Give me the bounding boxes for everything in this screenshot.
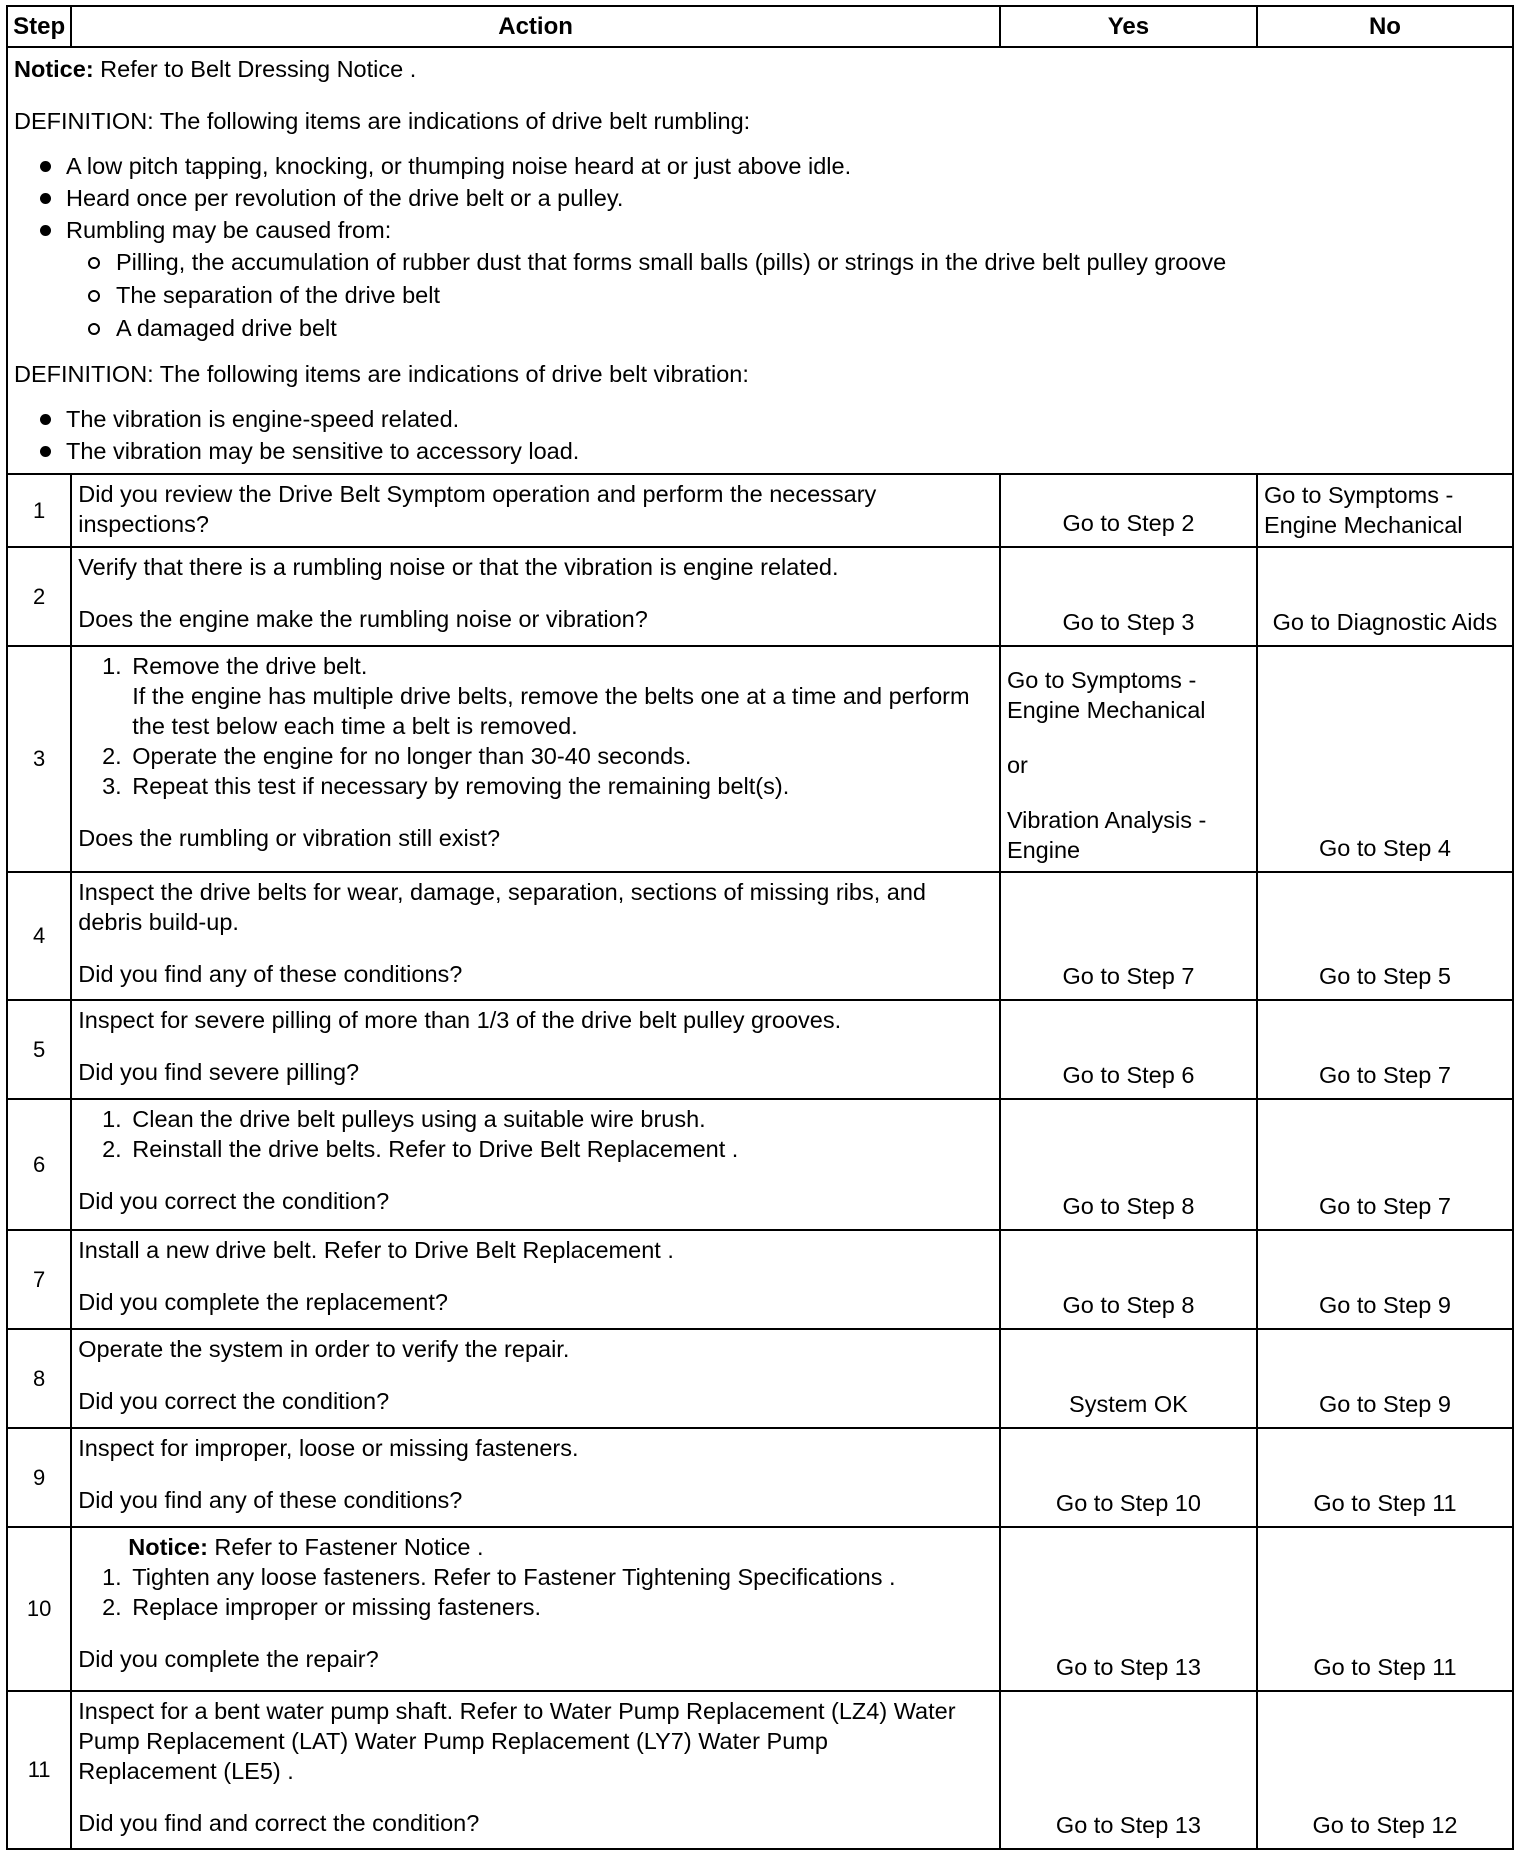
- step-question: Did you complete the repair?: [78, 1646, 379, 1672]
- list-item-text: Rumbling may be caused from:: [66, 217, 392, 243]
- step-no-line: Go to Symptoms -: [1263, 482, 1454, 508]
- step-no: Go to Step 11: [1257, 1428, 1513, 1527]
- step-yes: Go to Step 2: [1000, 474, 1257, 547]
- step-number: 7: [7, 1230, 71, 1329]
- step-number: 6: [7, 1099, 71, 1230]
- step-no: Go to Step 9: [1257, 1230, 1513, 1329]
- list-item: 2. Replace improper or missing fasteners.: [128, 1592, 993, 1622]
- list-item: 2. Reinstall the drive belts. Refer to Drive Belt Replacement .: [128, 1134, 993, 1164]
- list-item: A low pitch tapping, knocking, or thumping noise heard at or just above idle.: [38, 150, 1506, 182]
- list-item: 1. Clean the drive belt pulleys using a suitable wire brush.: [128, 1104, 993, 1134]
- step-no: Go to Step 5: [1257, 872, 1513, 1000]
- step-text: Inspect the drive belts for wear, damage, separation, sections of missing ribs, and debris build-up.: [78, 879, 926, 935]
- step-yes-line: Vibration Analysis -: [1006, 807, 1207, 833]
- step-text: Did you review the Drive Belt Symptom operation and perform the necessary inspections?: [78, 481, 877, 537]
- step-no: Go to Step 7: [1257, 1099, 1513, 1230]
- step-number: 5: [7, 1000, 71, 1099]
- step-number: 3: [7, 646, 71, 872]
- list-item: [128, 651, 993, 741]
- step-question: Did you correct the condition?: [78, 1188, 390, 1214]
- list-item: Pilling, the accumulation of rubber dust that forms small balls (pills) or strings in the drive belt pulley groove: [88, 246, 1506, 279]
- step-action: [71, 1329, 1000, 1428]
- step-yes: [1000, 646, 1257, 872]
- intro-notice: [14, 54, 1506, 84]
- diagnostic-table: [6, 5, 1514, 1850]
- notice-label: Notice:: [14, 56, 94, 82]
- step-question: Did you correct the condition?: [78, 1388, 390, 1414]
- rumbling-list: [14, 150, 1506, 345]
- step-action: [71, 547, 1000, 646]
- notice-text: Refer to Belt Dressing Notice .: [93, 56, 417, 82]
- step-yes: Go to Step 3: [1000, 547, 1257, 646]
- step-number: 4: [7, 872, 71, 1000]
- step-text: Inspect for improper, loose or missing fasteners.: [78, 1435, 579, 1461]
- step-text: Inspect for severe pilling of more than 1/3 of the drive belt pulley grooves.: [78, 1007, 842, 1033]
- step-yes: Go to Step 7: [1000, 872, 1257, 1000]
- step-question: Does the engine make the rumbling noise or vibration?: [78, 606, 648, 632]
- list-item: The separation of the drive belt: [88, 279, 1506, 312]
- definition-rumbling: DEFINITION: The following items are indications of drive belt rumbling:: [14, 108, 751, 134]
- step-question: Did you find severe pilling?: [78, 1059, 360, 1085]
- notice-label: Notice:: [128, 1534, 208, 1560]
- notice-text: Refer to Fastener Notice .: [207, 1534, 484, 1560]
- header-action: Action: [71, 6, 1000, 47]
- vibration-list: [14, 403, 1506, 467]
- step-yes: System OK: [1000, 1329, 1257, 1428]
- list-item: [38, 214, 1506, 345]
- step-yes: Go to Step 8: [1000, 1099, 1257, 1230]
- step-text: Inspect for a bent water pump shaft. Refer to Water Pump Replacement (LZ4) Water Pump Replacement (LAT) Water Pump Replacement (LY7) Water Pump Replacement (LE5) .: [78, 1698, 956, 1784]
- header-no: No: [1257, 6, 1513, 47]
- step-text: Operate the system in order to verify the repair.: [78, 1336, 570, 1362]
- step-number: 1: [7, 474, 71, 547]
- table-row: [7, 1691, 1513, 1849]
- list-item-text: Remove the drive belt.: [132, 653, 368, 679]
- step-action: [71, 1527, 1000, 1691]
- list-item: The vibration is engine-speed related.: [38, 403, 1506, 435]
- step-no: Go to Step 4: [1257, 646, 1513, 872]
- step-yes-line: Engine Mechanical: [1006, 697, 1206, 723]
- table-row: [7, 1000, 1513, 1099]
- step-action: [71, 1230, 1000, 1329]
- step-yes: Go to Step 13: [1000, 1527, 1257, 1691]
- list-item: 3. Repeat this test if necessary by removing the remaining belt(s).: [128, 771, 993, 801]
- step-action: [71, 474, 1000, 547]
- step-question: Does the rumbling or vibration still exist?: [78, 825, 501, 851]
- list-item: 2. Operate the engine for no longer than 30-40 seconds.: [128, 741, 993, 771]
- step-question: Did you complete the replacement?: [78, 1289, 448, 1315]
- step-number: 2: [7, 547, 71, 646]
- table-row: [7, 474, 1513, 547]
- header-yes: Yes: [1000, 6, 1257, 47]
- step-action: [71, 646, 1000, 872]
- table-row: [7, 1428, 1513, 1527]
- step-question: Did you find any of these conditions?: [78, 1487, 463, 1513]
- list-item-subtext: If the engine has multiple drive belts, remove the belts one at a time and perform the test below each time a belt is removed.: [132, 683, 970, 739]
- table-row: [7, 547, 1513, 646]
- header-row: [7, 6, 1513, 47]
- step-yes: Go to Step 6: [1000, 1000, 1257, 1099]
- step-no-line: Engine Mechanical: [1263, 512, 1463, 538]
- step-yes: Go to Step 10: [1000, 1428, 1257, 1527]
- rumbling-causes-list: [66, 246, 1506, 345]
- step-no: Go to Step 11: [1257, 1527, 1513, 1691]
- intro-cell: [7, 47, 1513, 474]
- step-yes: Go to Step 13: [1000, 1691, 1257, 1849]
- table-row: [7, 1230, 1513, 1329]
- header-step: Step: [7, 6, 71, 47]
- step-action: [71, 1099, 1000, 1230]
- step-yes-line: Go to Symptoms -: [1006, 667, 1197, 693]
- list-item: 1. Tighten any loose fasteners. Refer to Fastener Tightening Specifications .: [128, 1562, 993, 1592]
- step-text: Verify that there is a rumbling noise or that the vibration is engine related.: [78, 554, 839, 580]
- step-no: Go to Step 7: [1257, 1000, 1513, 1099]
- step-action: [71, 1000, 1000, 1099]
- step-no: [1257, 474, 1513, 547]
- step-text: Install a new drive belt. Refer to Drive Belt Replacement .: [78, 1237, 674, 1263]
- step-question: Did you find and correct the condition?: [78, 1810, 480, 1836]
- step-action: [71, 1428, 1000, 1527]
- step-list: [78, 1562, 993, 1622]
- table-row: [7, 1099, 1513, 1230]
- definition-vibration: DEFINITION: The following items are indications of drive belt vibration:: [14, 361, 749, 387]
- table-row: [7, 646, 1513, 872]
- step-no: Go to Diagnostic Aids: [1257, 547, 1513, 646]
- table-row: [7, 1527, 1513, 1691]
- diagnostic-table-sheet: [6, 5, 1514, 1850]
- step-yes-line: or: [1006, 752, 1028, 778]
- step-notice: [78, 1532, 993, 1562]
- step-action: [71, 1691, 1000, 1849]
- table-row: [7, 872, 1513, 1000]
- step-no: Go to Step 12: [1257, 1691, 1513, 1849]
- list-item: Heard once per revolution of the drive belt or a pulley.: [38, 182, 1506, 214]
- step-action: [71, 872, 1000, 1000]
- table-row: [7, 1329, 1513, 1428]
- step-yes-line: Engine: [1006, 837, 1081, 863]
- step-yes: Go to Step 8: [1000, 1230, 1257, 1329]
- list-item: The vibration may be sensitive to accessory load.: [38, 435, 1506, 467]
- intro-row: [7, 47, 1513, 474]
- step-no: Go to Step 9: [1257, 1329, 1513, 1428]
- step-number: 9: [7, 1428, 71, 1527]
- step-number: 10: [7, 1527, 71, 1691]
- step-list: [78, 1104, 993, 1164]
- step-number: 11: [7, 1691, 71, 1849]
- step-question: Did you find any of these conditions?: [78, 961, 463, 987]
- list-item: A damaged drive belt: [88, 312, 1506, 345]
- step-list: [78, 651, 993, 801]
- step-number: 8: [7, 1329, 71, 1428]
